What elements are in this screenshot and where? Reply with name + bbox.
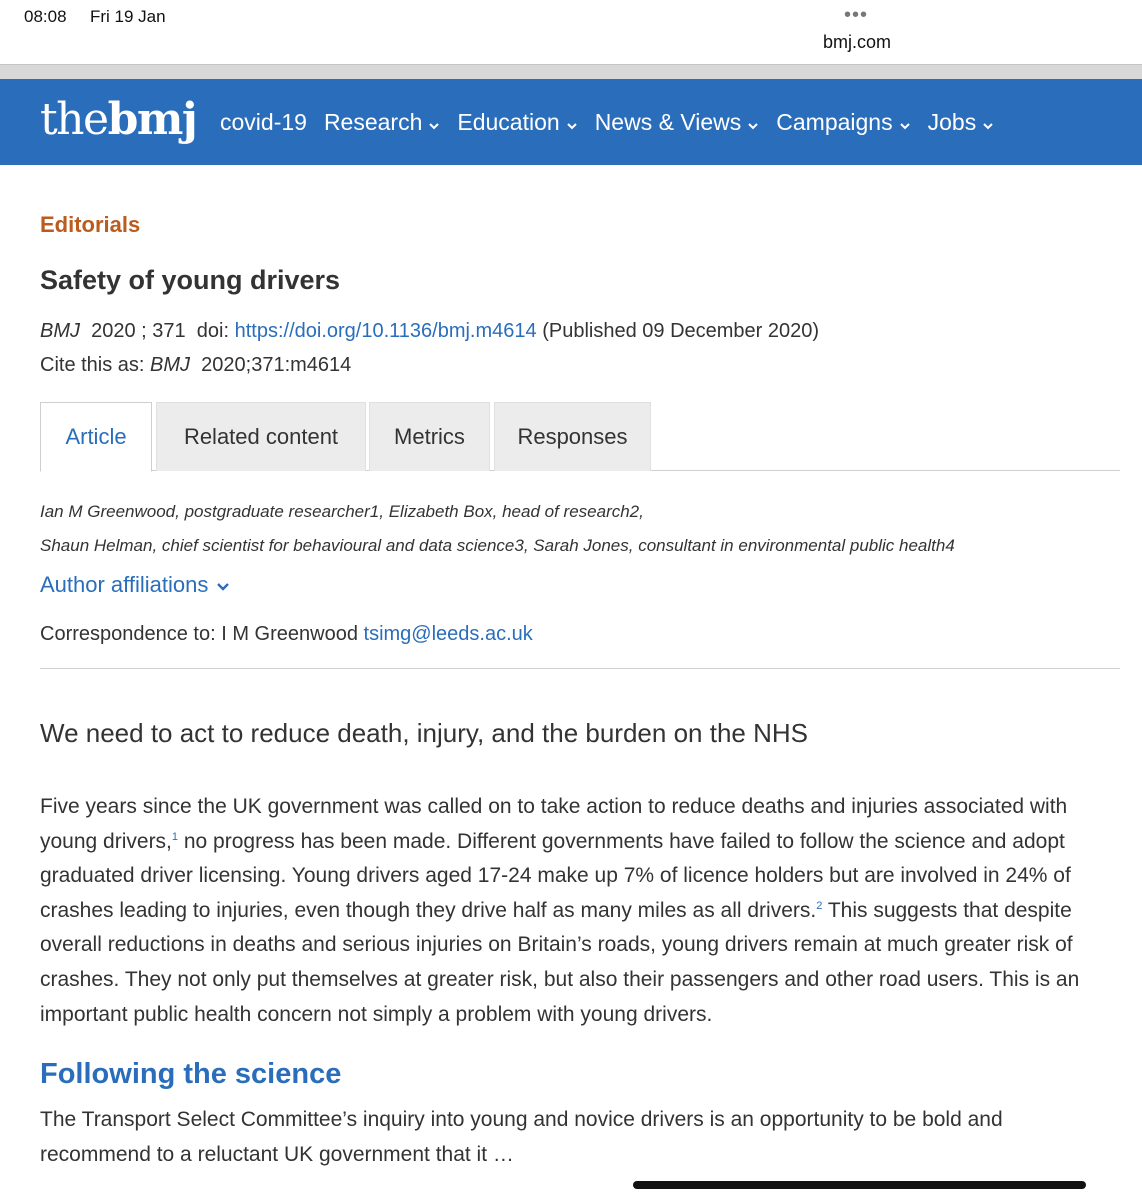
chevron-down-icon	[747, 109, 759, 136]
author-list	[40, 495, 955, 563]
browser-chrome-divider	[0, 64, 1142, 79]
citation-line	[40, 320, 819, 343]
body-paragraph: The Transport Select Committee’s inquiry into young and novice drivers is an opportunity to be bold and recommend to a reluctant UK government that it …	[40, 1108, 1003, 1166]
article-title: Safety of young drivers	[40, 265, 341, 295]
nav-item-label: Campaigns	[776, 108, 893, 135]
nav-item-news-views[interactable]	[595, 109, 760, 136]
authors-line-2: Shaun Helman, chief scientist for behavioural and data science3, Sarah Jones, consultant in environmental public health4	[40, 536, 955, 555]
para-text: This suggests that despite overall reductions in deaths and serious injuries on Britain’s roads, young drivers remain at much greater risk of crashes. They not only put themselves at greater risk, but also their passengers and other road users. This is an important public health concern not simply a problem with young drivers.	[40, 898, 1080, 1026]
nav-item-research[interactable]	[324, 109, 440, 136]
tab-related-content[interactable]	[156, 402, 366, 471]
nav-menu	[220, 79, 1011, 165]
chevron-down-icon	[899, 109, 911, 136]
body-paragraph	[40, 790, 1095, 1032]
journal-name: BMJ	[40, 320, 80, 342]
reference-link-2[interactable]: 2	[816, 899, 823, 912]
cite-journal: BMJ	[150, 354, 191, 376]
correspondence-email-link[interactable]: tsimg@leeds.ac.uk	[363, 623, 533, 645]
home-indicator[interactable]	[633, 1181, 1086, 1189]
nav-item-label: News & Views	[594, 108, 742, 135]
nav-item-label: covid-19	[220, 108, 307, 135]
tab-responses[interactable]	[494, 402, 651, 471]
correspondence	[40, 623, 533, 646]
cite-as-line	[40, 354, 351, 377]
bmj-logo[interactable]	[40, 91, 196, 149]
nav-item-education[interactable]	[457, 109, 577, 136]
chevron-down-icon	[428, 109, 440, 136]
authors-line-1: Ian M Greenwood, postgraduate researcher1, Elizabeth Box, head of research2,	[40, 502, 644, 521]
year-volume: 2020 ; 371	[91, 320, 186, 342]
tab-label: Responses	[517, 424, 628, 449]
tab-metrics[interactable]	[369, 402, 490, 471]
status-bar	[0, 0, 1142, 64]
doi-link[interactable]: https://doi.org/10.1136/bmj.m4614	[234, 320, 537, 342]
article-category[interactable]: Editorials	[40, 212, 141, 237]
affiliations-label: Author affiliations	[40, 572, 209, 597]
section-heading: Following the science	[40, 1058, 342, 1090]
author-affiliations-toggle[interactable]	[40, 572, 230, 598]
para-text: no progress has been made. Different governments have failed to follow the science and adopt graduated driver licensing. Young drivers aged 17-24 make up 7% of licence holders but are involved in 24% of crashes leading to injuries, even though they drive half as many miles as all drivers.	[40, 829, 1071, 922]
cite-ref: 2020;371:m4614	[201, 354, 352, 376]
nav-item-label: Education	[457, 108, 560, 135]
tab-label: Related content	[183, 424, 339, 449]
cite-label: Cite this as:	[40, 354, 145, 376]
chevron-down-icon	[216, 572, 230, 598]
more-dots-icon[interactable]: •••	[844, 4, 869, 26]
nav-item-jobs[interactable]	[928, 109, 995, 136]
divider	[40, 668, 1120, 669]
logo-text-bmj: bmj	[107, 94, 197, 145]
logo-text-the: the	[40, 94, 108, 145]
status-time: 08:08	[24, 7, 67, 26]
nav-item-label: Jobs	[927, 108, 977, 135]
url-host[interactable]: bmj.com	[823, 32, 892, 52]
article-tabs	[40, 402, 1120, 471]
nav-item-label: Research	[323, 108, 423, 135]
tab-label: Metrics	[394, 424, 465, 449]
tab-label: Article	[65, 424, 127, 449]
correspondence-label: Correspondence to: I M Greenwood	[40, 623, 358, 645]
article-standfirst: We need to act to reduce death, injury, and the burden on the NHS	[40, 718, 808, 748]
status-date: Fri 19 Jan	[90, 7, 166, 26]
reference-link-1[interactable]: 1	[171, 830, 179, 843]
chevron-down-icon	[566, 109, 578, 136]
doi-label: doi:	[196, 320, 230, 342]
published-date: (Published 09 December 2020)	[542, 320, 820, 342]
para-text: Five years since the UK government was called on to take action to reduce deaths and injuries associated with young drivers,	[40, 795, 1068, 853]
chevron-down-icon	[982, 109, 994, 136]
tab-article[interactable]	[40, 402, 152, 472]
nav-item-covid[interactable]	[220, 109, 307, 136]
nav-item-campaigns[interactable]	[776, 109, 910, 136]
site-navbar	[0, 79, 1142, 165]
